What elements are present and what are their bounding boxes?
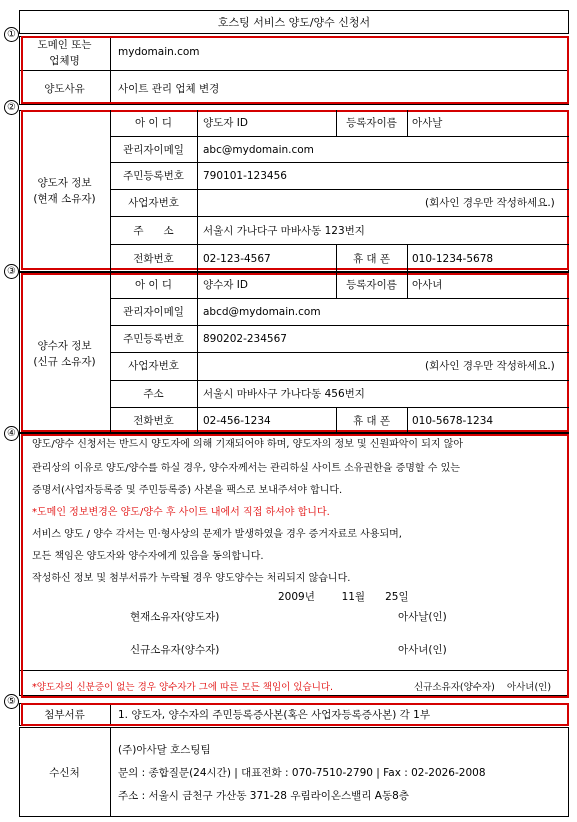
transferor-rrn-label: 주민등록번호 <box>123 170 184 182</box>
transferee-biz-note: (회사인 경우만 작성하세요.) <box>425 360 555 372</box>
transferor-email-value: abc@mydomain.com <box>203 144 314 156</box>
recipient-contact: 문의 : 종합질문(24시간) | 대표전화 : 070-7510-2790 | Fax : 02-2026-2008 <box>118 767 486 779</box>
transferor-phone-value: 02-123-4567 <box>203 253 271 265</box>
transferee-phone-value: 02-456-1234 <box>203 415 271 427</box>
transferee-id-label: 아 이 디 <box>134 279 173 291</box>
attachment-value: 1. 양도자, 양수자의 주민등록증사본(혹은 사업자등록증사본) 각 1부 <box>118 709 430 721</box>
domain-label-line2: 업체명 <box>49 55 80 67</box>
transferor-addr-value: 서울시 가나다구 마바사동 123번지 <box>203 225 365 237</box>
new-owner-label: 신규소유자(양수자) <box>130 644 220 656</box>
transferor-id-value: 양도자 ID <box>203 117 248 129</box>
transferee-name-label: 등록자이름 <box>346 279 397 291</box>
terms-line-6: 모든 책임은 양도자와 양수자에게 있음을 동의합니다. <box>32 551 264 562</box>
transferee-addr-value: 서울시 마바사구 가나다동 456번지 <box>203 388 365 400</box>
attachment-label: 첨부서류 <box>44 709 85 721</box>
domain-label-line1: 도메인 또는 <box>37 39 92 51</box>
marker-5-icon: ⑤ <box>4 694 19 709</box>
transferee-email-value: abcd@mydomain.com <box>203 306 321 318</box>
transferor-phone-label: 전화번호 <box>133 253 174 265</box>
transferee-email-label: 관리자이메일 <box>123 306 184 318</box>
reason-label: 양도사유 <box>44 83 85 95</box>
transferee-mobile-value: 010-5678-1234 <box>412 415 494 427</box>
reason-value: 사이트 관리 업체 변경 <box>118 83 220 95</box>
signing-date: 2009년 11월 25일 <box>278 591 409 603</box>
transferee-rrn-label: 주민등록번호 <box>123 333 184 345</box>
recipient-address: 주소 : 서울시 금천구 가산동 371-28 우림라이온스밸리 A동8층 <box>118 790 409 802</box>
transferor-email-label: 관리자이메일 <box>123 144 184 156</box>
warning-signature: 신규소유자(양수자) 아사녀(인) <box>414 682 552 693</box>
transferee-biz-label: 사업자번호 <box>128 360 179 372</box>
transferor-group-label-2: (현재 소유자) <box>33 193 96 205</box>
transferee-id-value: 양수자 ID <box>203 279 248 291</box>
transferor-name-label: 등록자이름 <box>346 117 397 129</box>
terms-line-3: 증명서(사업자등록증 및 주민등록증) 사본을 팩스로 보내주셔야 합니다. <box>32 485 343 496</box>
marker-3-icon: ③ <box>4 264 19 279</box>
terms-line-4-notice: *도메인 정보변경은 양도/양수 후 사이트 내에서 직접 하셔야 합니다. <box>32 507 330 518</box>
marker-1-icon: ① <box>4 27 19 42</box>
transferor-biz-note: (회사인 경우만 작성하세요.) <box>425 197 555 209</box>
marker-2-icon: ② <box>4 100 19 115</box>
transferee-mobile-label: 휴 대 폰 <box>352 415 391 427</box>
transferee-group-label-1: 양수자 정보 <box>37 340 92 352</box>
transferor-name-value: 아사날 <box>412 117 443 129</box>
domain-value: mydomain.com <box>118 46 200 58</box>
transferor-biz-label: 사업자번호 <box>128 197 179 209</box>
recipient-company: (주)아사달 호스팅팀 <box>118 744 211 756</box>
transferee-name-value: 아사녀 <box>412 279 443 291</box>
transferee-addr-label: 주소 <box>143 388 164 400</box>
terms-line-5: 서비스 양도 / 양수 각서는 민·형사상의 문제가 발생하였을 경우 증거자료로 사용되며, <box>32 529 402 540</box>
current-owner-label: 현재소유자(양도자) <box>130 611 220 623</box>
recipient-label: 수신처 <box>49 767 80 779</box>
transferee-rrn-value: 890202-234567 <box>203 333 287 345</box>
transferee-phone-label: 전화번호 <box>133 415 174 427</box>
marker-4-icon: ④ <box>4 426 19 441</box>
transferee-group-label-2: (신규 소유자) <box>33 356 96 368</box>
terms-line-7: 작성하신 정보 및 첨부서류가 누락될 경우 양도양수는 처리되지 않습니다. <box>32 573 351 584</box>
transferor-highlight <box>21 110 569 270</box>
transferor-addr-label: 주 소 <box>133 225 174 237</box>
transferor-mobile-label: 휴 대 폰 <box>352 253 391 265</box>
terms-line-2: 관리상의 이유로 양도/양수를 하실 경우, 양수자께서는 관리하실 사이트 소유권한을 증명할 수 있는 <box>32 463 460 474</box>
transferor-mobile-value: 010-1234-5678 <box>412 253 494 265</box>
current-owner-signature: 아사날(인) <box>398 611 447 623</box>
transferor-rrn-value: 790101-123456 <box>203 170 287 182</box>
transferor-id-label: 아 이 디 <box>134 117 173 129</box>
new-owner-signature: 아사녀(인) <box>398 644 447 656</box>
form-title: 호스팅 서비스 양도/양수 신청서 <box>217 16 371 29</box>
terms-line-1: 양도/양수 신청서는 반드시 양도자에 의해 기재되어야 하며, 양도자의 정보 및 신원파악이 되지 않아 <box>32 439 464 450</box>
warning-text: *양도자의 신분증이 없는 경우 양수자가 그에 따른 모든 책임이 있습니다. <box>32 682 334 693</box>
transferor-group-label-1: 양도자 정보 <box>37 177 92 189</box>
